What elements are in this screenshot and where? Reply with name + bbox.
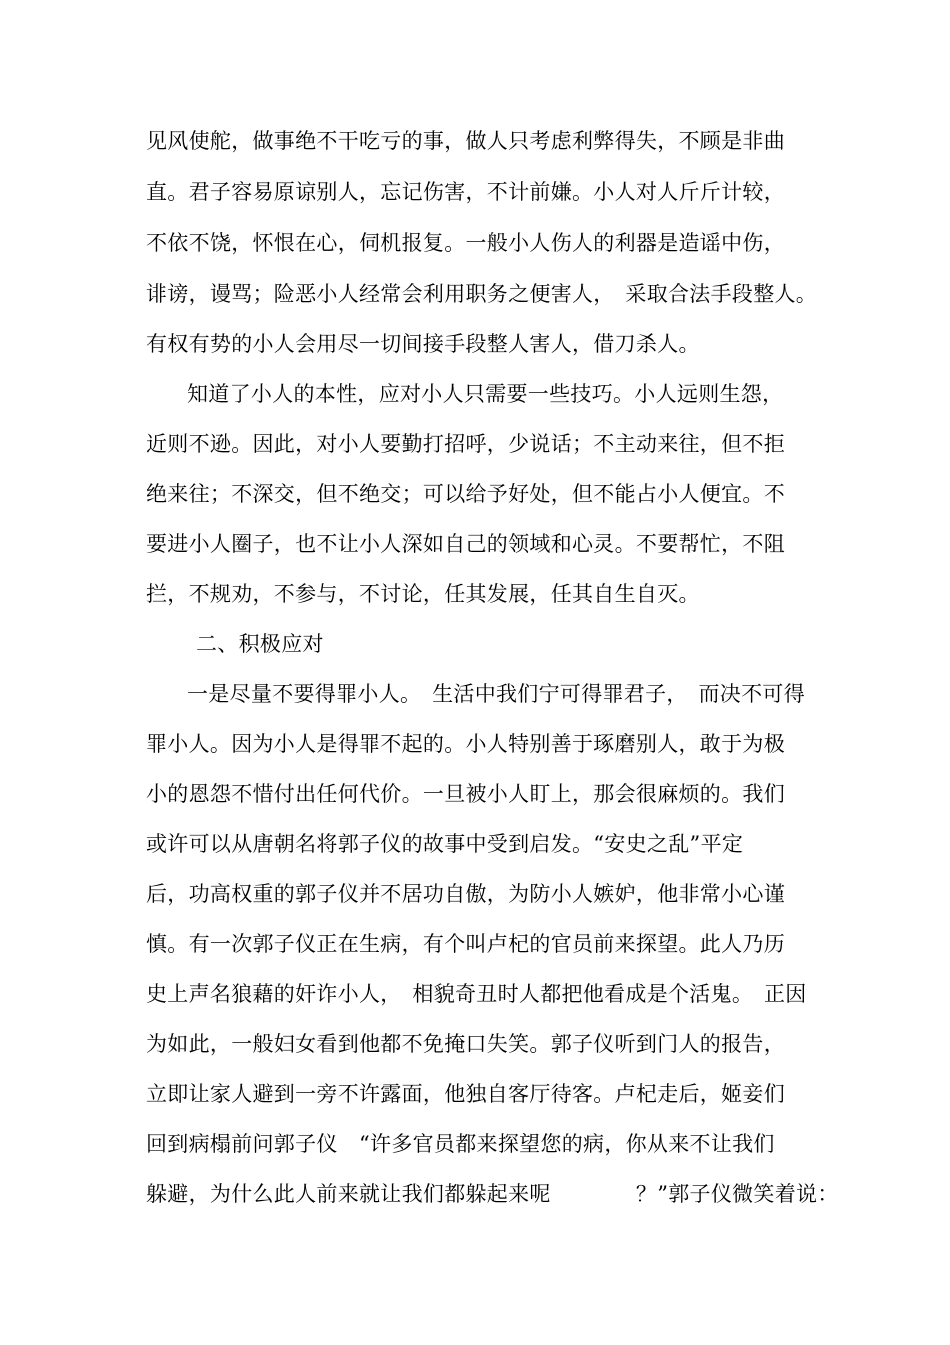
text-line: 诽谤，谩骂；险恶小人经常会利用职务之便害人， 采取合法手段整人。: [146, 282, 818, 306]
text-line: 或许可以从唐朝名将郭子仪的故事中受到启发。“安史之乱”平定: [146, 832, 744, 856]
text-line: 后，功高权重的郭子仪并不居功自傲，为防小人嫉妒，他非常小心谨: [146, 882, 785, 906]
paragraph-first-line: 一是尽量不要得罪小人。 生活中我们宁可得罪君子， 而决不可得: [187, 682, 805, 706]
text-line: 为如此，一般妇女看到他都不免掩口失笑。郭子仪听到门人的报告，: [146, 1032, 785, 1056]
text-line: 近则不逊。因此，对小人要勤打招呼，少说话；不主动来往，但不拒: [146, 432, 785, 456]
text-line: 慎。有一次郭子仪正在生病，有个叫卢杞的官员前来探望。此人乃历: [146, 932, 785, 956]
text-line: 躲避，为什么此人前来就让我们都躲起来呢 ？”郭子仪微笑着说：: [146, 1182, 839, 1206]
text-line: 罪小人。因为小人是得罪不起的。小人特别善于琢磨别人，敢于为极: [146, 732, 785, 756]
section-heading: 二、积极应对: [196, 632, 324, 656]
text-line: 立即让家人避到一旁不许露面，他独自客厅待客。卢杞走后，姬妾们: [146, 1082, 785, 1106]
text-line: 有权有势的小人会用尽一切间接手段整人害人，借刀杀人。: [146, 332, 700, 356]
text-line: 直。君子容易原谅别人，忘记伤害，不计前嫌。小人对人斤斤计较，: [146, 180, 785, 204]
paragraph-first-line: 知道了小人的本性，应对小人只需要一些技巧。小人远则生怨，: [187, 382, 784, 406]
text-line: 小的恩怨不惜付出任何代价。一旦被小人盯上，那会很麻烦的。我们: [146, 782, 785, 806]
text-line: 绝来往；不深交，但不绝交；可以给予好处，但不能占小人便宜。不: [146, 482, 785, 506]
text-line: 要进小人圈子，也不让小人深如自己的领域和心灵。不要帮忙，不阻: [146, 532, 785, 556]
text-line: 史上声名狼藉的奸诈小人， 相貌奇丑时人都把他看成是个活鬼。 正因: [146, 982, 807, 1006]
text-line: 拦，不规劝，不参与，不讨论，任其发展，任其自生自灭。: [146, 582, 700, 606]
text-line: 见风使舵，做事绝不干吃亏的事，做人只考虑利弊得失，不顾是非曲: [146, 129, 785, 153]
text-line: 回到病榻前问郭子仪 “许多官员都来探望您的病，你从来不让我们: [146, 1132, 775, 1156]
text-line: 不依不饶，怀恨在心，伺机报复。一般小人伤人的利器是造谣中伤，: [146, 231, 785, 255]
